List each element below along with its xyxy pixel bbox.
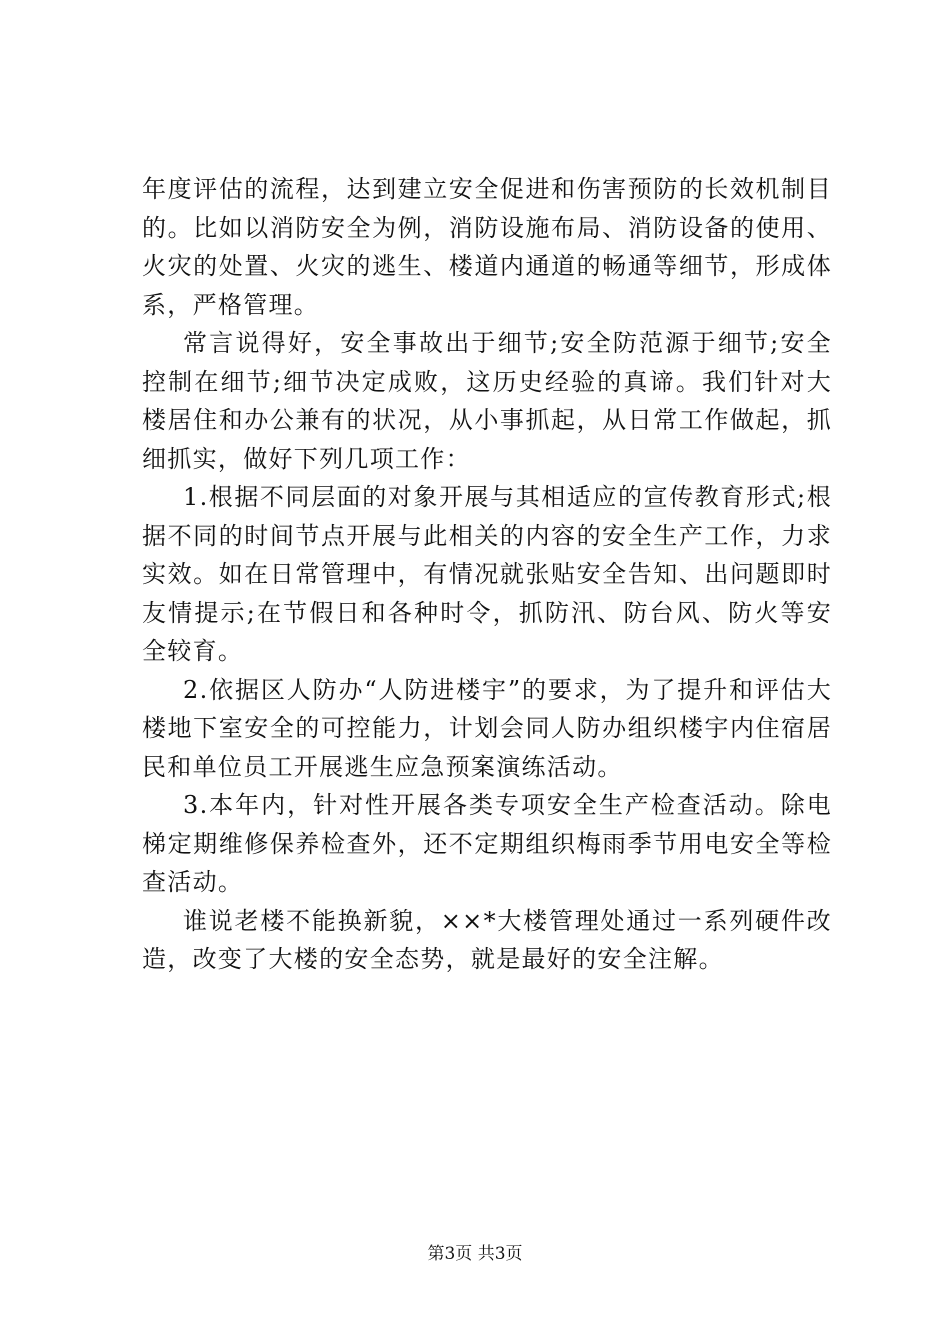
paragraph-safety-details: 常言说得好，安全事故出于细节;安全防范源于细节;安全控制在细节;细节决定成败，这历史经验的真谛。我们针对大楼居住和办公兼有的状况，从小事抓起，从日常工作做起，抓细抓实，做好下列几项工作： — [142, 329, 832, 473]
paragraph-item-2: 2.依据区人防办“人防进楼宇”的要求，为了提升和评估大楼地下室安全的可控能力，计划会同人防办组织楼宇内住宿居民和单位员工开展逃生应急预案演练活动。 — [142, 675, 832, 781]
document-body — [142, 170, 832, 979]
page-number-footer: 第3页 共3页 — [427, 1244, 523, 1264]
paragraph-item-1: 1.根据不同层面的对象开展与其相适应的宣传教育形式;根据不同的时间节点开展与此相关的内容的安全生产工作，力求实效。如在日常管理中，有情况就张贴安全告知、出问题即时友情提示;在节假日和各种时令，抓防汛、防台风、防火等安全较育。 — [142, 483, 832, 665]
paragraph-item-3: 3.本年内，针对性开展各类专项安全生产检查活动。除电梯定期维修保养检查外，还不定期组织梅雨季节用电安全等检查活动。 — [142, 791, 832, 896]
paragraph-conclusion: 谁说老楼不能换新貌，××*大楼管理处通过一系列硬件改造，改变了大楼的安全态势，就是最好的安全注解。 — [142, 906, 832, 973]
paragraph-continuation: 年度评估的流程，达到建立安全促进和伤害预防的长效机制目的。比如以消防安全为例，消防设施布局、消防设备的使用、火灾的处置、火灾的逃生、楼道内通道的畅通等细节，形成体系，严格管理。 — [142, 175, 832, 319]
